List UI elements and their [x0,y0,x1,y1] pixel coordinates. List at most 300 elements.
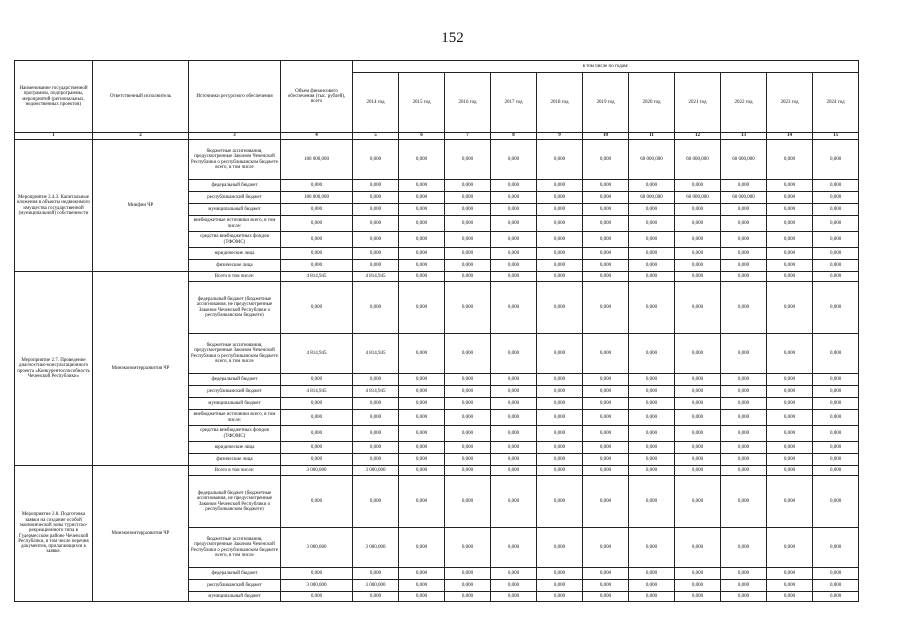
year-amount: 0,000 [445,442,491,454]
total-amount: 0,000 [281,216,353,232]
year-amount: 0,000 [445,272,491,282]
year-amount: 0,000 [583,260,629,272]
funding-source: Всего в том числе: [189,272,281,282]
total-amount: 180 000,000 [281,192,353,204]
total-amount: 0,000 [281,454,353,466]
year-amount: 0,000 [537,374,583,386]
year-amount: 0,000 [583,282,629,334]
total-amount: 0,000 [281,476,353,528]
year-amount: 0,000 [721,282,767,334]
year-amount: 0,000 [537,476,583,528]
total-amount: 4 814,945 [281,386,353,398]
year-amount: 0,000 [721,454,767,466]
year-amount: 0,000 [399,248,445,260]
year-amount: 0,000 [537,398,583,410]
year-amount: 0,000 [537,334,583,374]
header-year: 2018 год [537,73,583,133]
year-amount: 0,000 [813,334,859,374]
year-amount: 0,000 [537,140,583,180]
year-amount: 0,000 [767,426,813,442]
year-amount: 0,000 [629,454,675,466]
year-amount: 0,000 [537,216,583,232]
year-amount: 0,000 [675,442,721,454]
year-amount: 0,000 [721,466,767,476]
year-amount: 0,000 [721,180,767,192]
year-amount: 0,000 [491,248,537,260]
year-amount: 0,000 [629,568,675,580]
year-amount: 0,000 [445,260,491,272]
year-amount: 0,000 [583,192,629,204]
year-amount: 0,000 [491,374,537,386]
year-amount: 0,000 [399,204,445,216]
year-amount: 0,000 [813,466,859,476]
table-row [15,466,859,476]
year-amount: 0,000 [813,260,859,272]
year-amount: 0,000 [767,592,813,602]
year-amount: 0,000 [583,528,629,568]
funding-source: муниципальный бюджет [189,592,281,602]
year-amount: 0,000 [675,466,721,476]
year-amount: 0,000 [583,232,629,248]
total-amount: 4 814,945 [281,272,353,282]
year-amount: 0,000 [767,528,813,568]
year-amount: 0,000 [353,232,399,248]
year-amount: 0,000 [491,398,537,410]
total-amount: 0,000 [281,442,353,454]
year-amount: 0,000 [445,192,491,204]
year-amount: 0,000 [583,568,629,580]
year-amount: 0,000 [445,180,491,192]
year-amount: 0,000 [583,216,629,232]
responsible-executor: Минэкономтерразвития ЧР [93,466,189,602]
year-amount: 0,000 [675,386,721,398]
year-amount: 0,000 [675,216,721,232]
year-amount: 3 000,000 [353,466,399,476]
year-amount: 0,000 [813,282,859,334]
year-amount: 0,000 [353,592,399,602]
year-amount: 0,000 [445,232,491,248]
year-amount: 0,000 [491,180,537,192]
header-year: 2016 год [445,73,491,133]
year-amount: 0,000 [675,454,721,466]
year-amount: 0,000 [767,180,813,192]
year-amount: 0,000 [675,398,721,410]
year-amount: 0,000 [353,260,399,272]
year-amount: 0,000 [629,442,675,454]
event-name: Мероприятие 2.4.3. Капитальные вложения в объекты недвижимого имущества государственной (муниципальной) собственности [15,140,93,272]
total-amount: 0,000 [281,374,353,386]
year-amount: 0,000 [537,180,583,192]
year-amount: 0,000 [583,442,629,454]
year-amount: 0,000 [537,272,583,282]
year-amount: 0,000 [353,248,399,260]
funding-source: республиканский бюджет [189,386,281,398]
year-amount: 3 000,000 [353,528,399,568]
year-amount: 0,000 [629,476,675,528]
year-amount: 0,000 [583,140,629,180]
year-amount: 0,000 [445,398,491,410]
year-amount: 0,000 [353,140,399,180]
year-amount: 0,000 [399,580,445,592]
year-amount: 0,000 [537,204,583,216]
year-amount: 0,000 [629,216,675,232]
year-amount: 0,000 [445,386,491,398]
funding-source: муниципальный бюджет [189,398,281,410]
year-amount: 0,000 [767,568,813,580]
year-amount: 0,000 [721,410,767,426]
year-amount: 0,000 [629,204,675,216]
year-amount: 0,000 [445,466,491,476]
year-amount: 0,000 [491,272,537,282]
year-amount: 60 000,000 [629,140,675,180]
year-amount: 0,000 [721,580,767,592]
table-row [15,140,859,180]
header-name: Наименование государственной программы, подпрограммы, мероприятий (региональных, ведомственных проектов) [15,61,93,133]
funding-source: юридические лица [189,248,281,260]
total-amount: 180 000,000 [281,140,353,180]
year-amount: 0,000 [721,260,767,272]
year-amount: 0,000 [721,568,767,580]
total-amount: 3 000,000 [281,580,353,592]
year-amount: 0,000 [813,180,859,192]
year-amount: 0,000 [537,442,583,454]
year-amount: 0,000 [629,386,675,398]
year-amount: 0,000 [491,386,537,398]
funding-source: федеральный бюджет [189,374,281,386]
year-amount: 0,000 [583,386,629,398]
year-amount: 0,000 [491,442,537,454]
year-amount: 0,000 [629,232,675,248]
year-amount: 0,000 [491,528,537,568]
year-amount: 0,000 [537,260,583,272]
funding-source: муниципальный бюджет [189,204,281,216]
year-amount: 0,000 [537,454,583,466]
year-amount: 0,000 [767,580,813,592]
year-amount: 0,000 [721,592,767,602]
funding-source: внебюджетные источники всего, в том числе: [189,410,281,426]
year-amount: 0,000 [399,466,445,476]
year-amount: 0,000 [399,592,445,602]
year-amount: 0,000 [767,442,813,454]
funding-source: средства внебюджетных фондов (ТФОМС) [189,426,281,442]
year-amount: 60 000,000 [629,192,675,204]
year-amount: 60 000,000 [721,140,767,180]
year-amount: 0,000 [675,232,721,248]
year-amount: 0,000 [583,248,629,260]
year-amount: 0,000 [537,580,583,592]
year-amount: 0,000 [813,426,859,442]
table-row [15,272,859,282]
funding-source: физические лица [189,260,281,272]
year-amount: 0,000 [767,334,813,374]
year-amount: 0,000 [767,476,813,528]
year-amount: 0,000 [721,476,767,528]
year-amount: 0,000 [767,454,813,466]
column-index: 14 [767,133,813,140]
header-sources: Источники ресурсного обеспечения [189,61,281,133]
funding-source: юридические лица [189,442,281,454]
year-amount: 0,000 [491,334,537,374]
year-amount: 0,000 [675,334,721,374]
total-amount: 3 000,000 [281,466,353,476]
year-amount: 0,000 [721,398,767,410]
year-amount: 0,000 [399,568,445,580]
column-index: 11 [629,133,675,140]
year-amount: 0,000 [399,476,445,528]
year-amount: 0,000 [813,592,859,602]
total-amount: 0,000 [281,232,353,248]
year-amount: 0,000 [675,248,721,260]
total-amount: 0,000 [281,410,353,426]
column-index: 4 [281,133,353,140]
year-amount: 0,000 [629,374,675,386]
funding-source: физические лица [189,454,281,466]
column-index: 2 [93,133,189,140]
year-amount: 0,000 [721,248,767,260]
year-amount: 0,000 [813,442,859,454]
year-amount: 0,000 [353,568,399,580]
year-amount: 0,000 [583,426,629,442]
total-amount: 0,000 [281,260,353,272]
year-amount: 0,000 [353,374,399,386]
year-amount: 0,000 [445,426,491,442]
year-amount: 0,000 [353,454,399,466]
year-amount: 0,000 [445,282,491,334]
year-amount: 0,000 [399,410,445,426]
year-amount: 0,000 [445,410,491,426]
year-amount: 0,000 [445,216,491,232]
year-amount: 0,000 [767,398,813,410]
year-amount: 0,000 [445,476,491,528]
year-amount: 0,000 [399,398,445,410]
year-amount: 0,000 [491,476,537,528]
year-amount: 0,000 [813,580,859,592]
year-amount: 0,000 [813,476,859,528]
year-amount: 0,000 [583,410,629,426]
year-amount: 0,000 [583,466,629,476]
total-amount: 0,000 [281,248,353,260]
year-amount: 0,000 [813,140,859,180]
year-amount: 0,000 [629,410,675,426]
year-amount: 0,000 [721,386,767,398]
total-amount: 0,000 [281,426,353,442]
year-amount: 0,000 [721,426,767,442]
year-amount: 0,000 [399,528,445,568]
year-amount: 0,000 [813,386,859,398]
total-amount: 0,000 [281,204,353,216]
year-amount: 0,000 [491,410,537,426]
year-amount: 0,000 [675,410,721,426]
year-amount: 0,000 [491,568,537,580]
year-amount: 0,000 [813,398,859,410]
year-amount: 0,000 [583,272,629,282]
responsible-executor: Минэкономтерразвития ЧР [93,272,189,466]
year-amount: 0,000 [675,204,721,216]
year-amount: 0,000 [537,282,583,334]
year-amount: 0,000 [537,410,583,426]
header-year: 2024 год [813,73,859,133]
year-amount: 3 000,000 [353,580,399,592]
header-year: 2020 год [629,73,675,133]
year-amount: 0,000 [675,528,721,568]
header-year: 2014 год [353,73,399,133]
year-amount: 0,000 [491,466,537,476]
year-amount: 0,000 [767,232,813,248]
year-amount: 0,000 [675,580,721,592]
event-name: Мероприятие 2.7. Проведение диагностико-консультационного проекта «Конкурентоспособность Чеченской Республики» [15,272,93,466]
year-amount: 0,000 [721,442,767,454]
year-amount: 0,000 [491,580,537,592]
year-amount: 0,000 [675,374,721,386]
year-amount: 0,000 [767,374,813,386]
year-amount: 0,000 [675,282,721,334]
budget-table [14,60,859,602]
year-amount: 0,000 [813,272,859,282]
year-amount: 0,000 [767,466,813,476]
year-amount: 0,000 [629,334,675,374]
year-amount: 0,000 [629,592,675,602]
year-amount: 0,000 [445,374,491,386]
year-amount: 0,000 [445,248,491,260]
year-amount: 0,000 [399,140,445,180]
year-amount: 0,000 [813,374,859,386]
year-amount: 0,000 [629,580,675,592]
funding-source: внебюджетные источники всего, в том числе: [189,216,281,232]
column-index: 9 [537,133,583,140]
year-amount: 0,000 [767,386,813,398]
header-volume: Объем финансового обеспечения (тыс. рублей), всего [281,61,353,133]
year-amount: 0,000 [583,580,629,592]
year-amount: 0,000 [537,426,583,442]
year-amount: 0,000 [491,192,537,204]
year-amount: 0,000 [353,204,399,216]
funding-source: бюджетные ассигнования, предусмотренные Законом Чеченской Республики о республиканском бюджете всего, в том числе [189,334,281,374]
total-amount: 0,000 [281,398,353,410]
year-amount: 0,000 [399,282,445,334]
header-year: 2015 год [399,73,445,133]
year-amount: 0,000 [399,334,445,374]
total-amount: 0,000 [281,282,353,334]
year-amount: 0,000 [629,466,675,476]
column-index: 1 [15,133,93,140]
year-amount: 0,000 [399,386,445,398]
event-name: Мероприятие 2.8. Подготовка заявки на создание особой экономической зоны туристско-рекреационного типа в Гудермесском районе Чеченской Республики, в том числе перечня документов, прилагающихся к заявке. [15,466,93,602]
year-amount: 0,000 [583,374,629,386]
total-amount: 0,000 [281,180,353,192]
year-amount: 0,000 [353,476,399,528]
funding-source: республиканский бюджет [189,580,281,592]
column-index: 15 [813,133,859,140]
year-amount: 0,000 [353,426,399,442]
year-amount: 4 814,945 [353,386,399,398]
year-amount: 0,000 [583,334,629,374]
total-amount: 3 000,000 [281,528,353,568]
header-year: 2021 год [675,73,721,133]
year-amount: 0,000 [491,592,537,602]
year-amount: 0,000 [813,232,859,248]
year-amount: 0,000 [537,592,583,602]
header-year: 2022 год [721,73,767,133]
year-amount: 0,000 [537,232,583,248]
funding-source: Всего в том числе: [189,466,281,476]
year-amount: 0,000 [583,398,629,410]
column-index: 7 [445,133,491,140]
year-amount: 0,000 [675,592,721,602]
year-amount: 0,000 [353,398,399,410]
year-amount: 0,000 [491,140,537,180]
year-amount: 0,000 [629,426,675,442]
year-amount: 0,000 [353,216,399,232]
column-index: 10 [583,133,629,140]
year-amount: 0,000 [353,180,399,192]
year-amount: 0,000 [813,192,859,204]
total-amount: 4 814,945 [281,334,353,374]
funding-source: средства внебюджетных фондов (ТФОМС) [189,232,281,248]
year-amount: 0,000 [399,272,445,282]
year-amount: 0,000 [721,216,767,232]
year-amount: 0,000 [767,140,813,180]
funding-source: федеральный бюджет [189,180,281,192]
year-amount: 0,000 [675,260,721,272]
total-amount: 0,000 [281,568,353,580]
year-amount: 0,000 [445,454,491,466]
column-index: 5 [353,133,399,140]
year-amount: 0,000 [491,204,537,216]
year-amount: 0,000 [491,454,537,466]
year-amount: 0,000 [353,282,399,334]
year-amount: 60 000,000 [675,140,721,180]
page-number: 152 [441,30,464,46]
year-amount: 0,000 [629,528,675,568]
year-amount: 0,000 [813,568,859,580]
year-amount: 0,000 [767,272,813,282]
year-amount: 0,000 [767,260,813,272]
year-amount: 0,000 [629,272,675,282]
year-amount: 0,000 [675,568,721,580]
year-amount: 0,000 [445,568,491,580]
header-year: 2023 год [767,73,813,133]
year-amount: 0,000 [813,248,859,260]
year-amount: 0,000 [813,454,859,466]
column-index: 8 [491,133,537,140]
year-amount: 0,000 [583,476,629,528]
funding-source: федеральный бюджет [189,568,281,580]
year-amount: 0,000 [537,192,583,204]
year-amount: 0,000 [721,272,767,282]
year-amount: 0,000 [583,204,629,216]
year-amount: 0,000 [399,374,445,386]
year-amount: 0,000 [491,216,537,232]
year-amount: 0,000 [445,528,491,568]
year-amount: 0,000 [767,410,813,426]
year-amount: 0,000 [721,374,767,386]
year-amount: 0,000 [583,592,629,602]
year-amount: 0,000 [675,476,721,528]
year-amount: 0,000 [445,334,491,374]
year-amount: 0,000 [399,192,445,204]
funding-source: республиканский бюджет [189,192,281,204]
year-amount: 0,000 [629,398,675,410]
year-amount: 0,000 [491,282,537,334]
year-amount: 0,000 [353,442,399,454]
year-amount: 0,000 [721,334,767,374]
year-amount: 0,000 [629,248,675,260]
year-amount: 0,000 [491,260,537,272]
year-amount: 0,000 [399,442,445,454]
year-amount: 0,000 [675,426,721,442]
year-amount: 0,000 [537,568,583,580]
year-amount: 0,000 [675,180,721,192]
